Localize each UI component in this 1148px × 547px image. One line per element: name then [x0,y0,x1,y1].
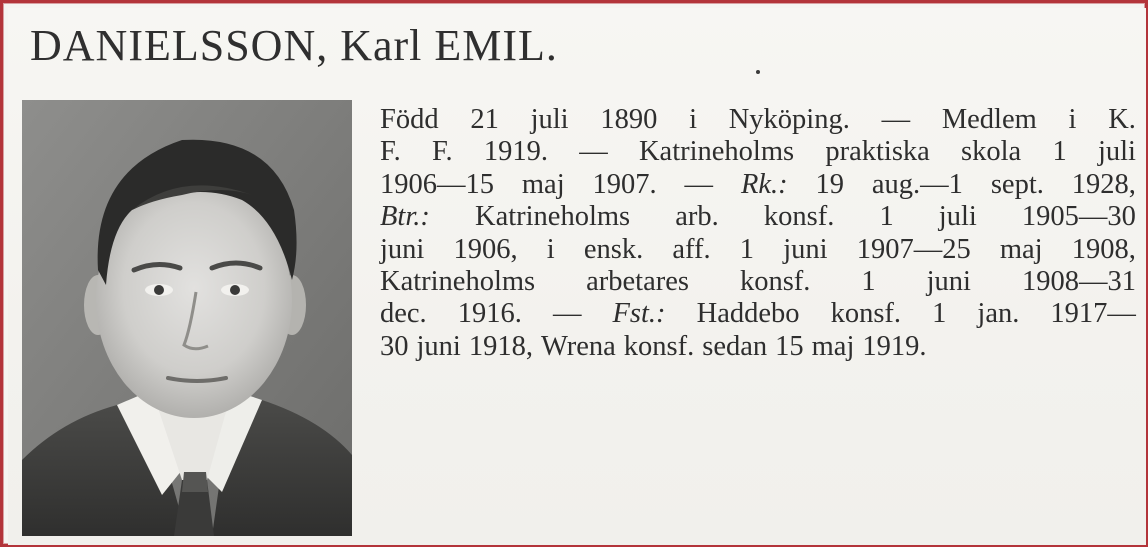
biography-word: juli [1097,136,1136,168]
biography-word: 1919. [862,330,927,362]
entry-heading: DANIELSSON, Karl EMIL. [30,21,558,70]
biography-word: Fst.: [612,298,666,330]
biography-word: konsf. [739,266,811,298]
biography-word: 1916. [457,298,522,330]
biography-word: dec. [380,298,427,330]
biography-word: i [546,233,555,265]
biography-word: Haddebo [696,298,800,330]
biography-word: — [579,136,608,168]
biography-word: Katrineholms [380,266,536,298]
biography-word: Btr.: [380,201,430,233]
biography-word: aff. [672,233,711,265]
biography-line [380,234,1136,266]
biography-word: 21 [470,104,499,135]
biography-word: 1 [932,298,947,330]
biography-word: sept. [990,168,1044,200]
biography-word: i [689,104,697,135]
biography-word: 1917— [1050,298,1136,330]
biography-word: jan. [977,298,1020,330]
biography-word: — [684,168,714,200]
biography-word: Rk.: [740,168,788,200]
biography-word: 1 [879,201,894,233]
biography-line [380,298,1136,330]
biography-word: 1 [1052,136,1067,168]
biography-word: 1906—15 [380,168,494,200]
biography-word: 15 [775,330,804,362]
biography-word: maj [999,233,1043,265]
biography-word: maj [521,168,565,200]
biography-word: juni [416,330,461,362]
biography-word: aug.—1 [871,168,963,200]
biography-word: F. [380,136,401,168]
portrait-photo [22,100,352,536]
biography-word: Född [380,104,439,135]
biography-word: 1905—30 [1021,201,1136,233]
biography-line [380,266,1136,298]
biography-word: konsf. [763,201,835,233]
biography-word: 1908, [1071,233,1136,265]
biography-word: F. [431,136,453,168]
biography-line [380,136,1136,168]
biography-line [380,201,1136,233]
biography-text [380,104,1136,363]
biography-word: juli [938,201,977,233]
biography-word: — [552,298,582,330]
biography-word: praktiska [825,136,930,168]
biography-word: juni [783,233,828,265]
portrait-illustration [22,100,352,536]
biography-word: juni [380,233,425,265]
biography-word: 1906, [453,233,518,265]
biography-word: — [881,104,911,135]
biography-word: konsf. [830,298,902,330]
biography-word: 1890 [600,104,658,135]
biography-word: Nyköping. [728,104,850,135]
biography-line [380,169,1136,201]
biography-word: 1928, [1071,168,1136,200]
biography-word: 30 [380,330,409,362]
biography-word: maj [811,330,855,362]
biography-word: 1 [739,233,755,265]
biography-word: juli [530,104,569,135]
print-speck [756,70,760,74]
biography-word: Wrena [540,330,616,362]
biography-word: K. [1108,104,1136,135]
biography-word: Katrineholms [638,136,795,168]
biography-word: 1908—31 [1021,266,1136,298]
biography-word: konsf. [623,330,695,362]
biography-word: Katrineholms [474,201,631,233]
document-page [8,8,1146,545]
biography-word: 1 [861,266,876,298]
biography-word: 1907. [592,168,657,200]
biography-word: 1918, [468,330,533,362]
biography-word: sedan [702,330,768,362]
biography-line [380,331,1136,363]
biography-word: arb. [675,201,719,233]
biography-word: 19 [815,168,845,200]
biography-word: ensk. [583,233,644,265]
biography-word: i [1068,104,1077,135]
biography-word: 1919. [483,136,548,168]
biography-word: Medlem [941,104,1037,135]
biography-word: arbetares [586,266,689,298]
biography-word: 1907—25 [856,233,971,265]
biography-word: juni [926,266,971,298]
biography-word: skola [961,136,1022,168]
biography-line [380,104,1136,136]
